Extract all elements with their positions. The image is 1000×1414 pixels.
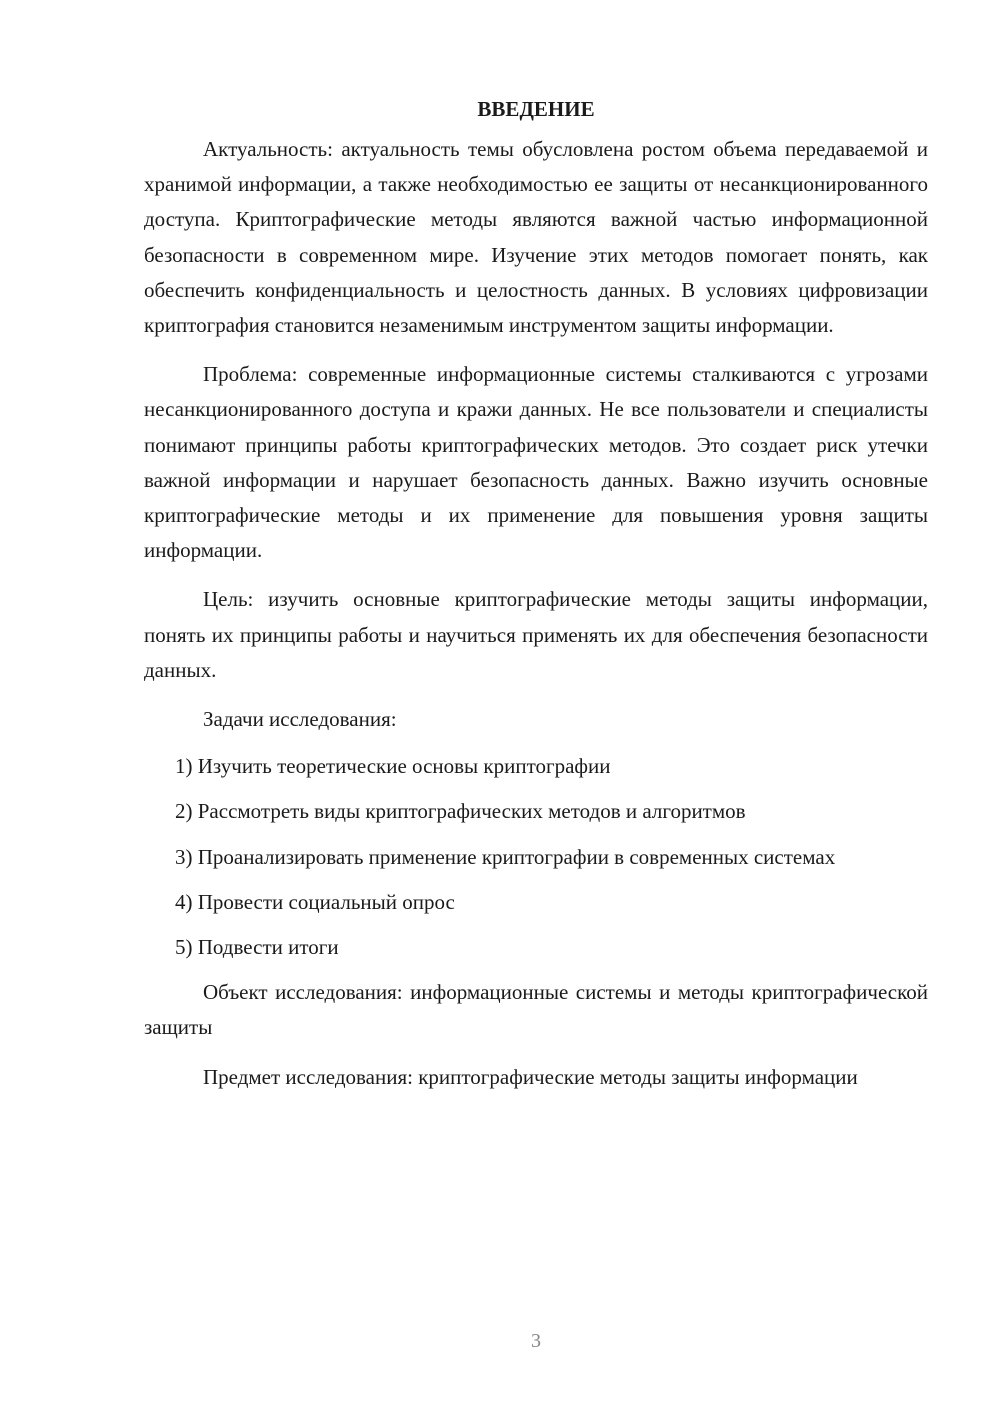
- task-item: 2) Рассмотреть виды криптографических методов и алгоритмов: [175, 799, 746, 824]
- object-paragraph: Объект исследования: информационные системы и методы криптографической защиты: [144, 980, 928, 1040]
- document-page: [144, 92, 928, 1109]
- task-item: 4) Провести социальный опрос: [175, 889, 455, 914]
- task-item: 5) Подвести итоги: [175, 935, 339, 960]
- page-number: 3: [531, 1330, 541, 1352]
- task-item: 1) Изучить теоретические основы криптографии: [175, 754, 611, 779]
- relevance-paragraph: Актуальность: актуальность темы обусловлена ростом объема передаваемой и хранимой информации, а также необходимостью ее защиты от несанкционированного доступа. Криптографические методы являются важной частью информационной безопасности в современном мире. Изучение этих методов помогает понять, как обеспечить конфиденциальность и целостность данных. В условиях цифровизации криптография становится незаменимым инструментом защиты информации.: [144, 137, 928, 338]
- task-item: 3) Проанализировать применение криптографии в современных системах: [175, 844, 836, 869]
- problem-paragraph: Проблема: современные информационные системы сталкиваются с угрозами несанкционированного доступа и кражи данных. Не все пользователи и специалисты понимают принципы работы криптографических методов. Это создает риск утечки важной информации и нарушает безопасность данных. Важно изучить основные криптографические методы и их применение для повышения уровня защиты информации.: [144, 362, 928, 563]
- goal-paragraph: Цель: изучить основные криптографические методы защиты информации, понять их принципы работы и научиться применять их для обеспечения безопасности данных.: [144, 587, 928, 682]
- subject-paragraph: Предмет исследования: криптографические методы защиты информации: [203, 1064, 858, 1089]
- tasks-heading: Задачи исследования:: [203, 707, 397, 732]
- document-title: ВВЕДЕНИЕ: [477, 97, 595, 121]
